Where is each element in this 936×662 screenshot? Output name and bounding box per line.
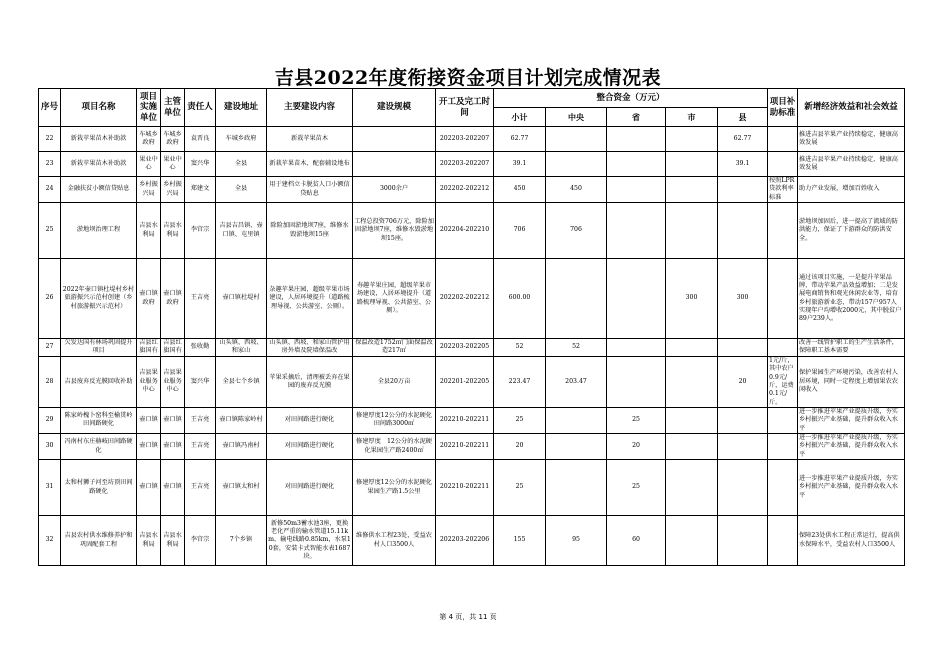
table-row: [39, 407, 905, 433]
cell-benefit: 通过该项目实施，一是提升苹果品牌，带动苹果产品效益增加；二是发展电商销售和观光休闲农业等，培育乡村旅游新业态，带动157户957人实现年户均增收2000元，其中脱贫户89户239人。: [798, 259, 905, 339]
table-row: [39, 127, 905, 152]
cell-time: 202203-202207: [436, 152, 494, 177]
cell-content: 对田间路进行硬化: [267, 460, 353, 516]
header-central: 中央: [546, 108, 607, 127]
cell-central: 203.47: [546, 356, 607, 407]
cell-site: 7个乡镇: [216, 516, 267, 566]
cell-scale: 3000余户: [353, 177, 436, 203]
cell-county: [718, 460, 768, 516]
cell-benefit: 淤地坝加固后，进一提高了流域的防洪能力，保证了下游群众的防洪安全。: [798, 203, 905, 259]
cell-content: 对田间路进行硬化: [267, 407, 353, 433]
cell-subsidy: 按照LPR贷款利率标准: [768, 177, 798, 203]
header-funds: 整合资金（万元）: [494, 89, 768, 108]
page-title: 吉县2022年度衔接资金项目计划完成情况表: [274, 67, 662, 89]
cell-scale: [353, 127, 436, 152]
cell-city: [666, 152, 718, 177]
cell-city: [666, 177, 718, 203]
cell-prov: [607, 152, 666, 177]
table-row: [39, 152, 905, 177]
cell-benefit: 助力产业发展，增加百姓收入: [798, 177, 905, 203]
cell-impl: 壶口镇: [137, 460, 161, 516]
header-name: 项目名称: [61, 89, 137, 127]
cell-city: [666, 203, 718, 259]
cell-sum: 223.47: [494, 356, 546, 407]
cell-site: 吉县吉昌镇、壶口镇、屯里镇: [216, 203, 267, 259]
cell-benefit: 推进吉县苹果产业持续稳定、健康高效发展: [798, 152, 905, 177]
cell-seq: 29: [39, 407, 61, 433]
cell-city: 300: [666, 259, 718, 339]
cell-county: 62.77: [718, 127, 768, 152]
cell-impl: 吉县水利局: [137, 516, 161, 566]
cell-city: [666, 407, 718, 433]
header-site: 建设地址: [216, 89, 267, 127]
cell-subsidy: [768, 516, 798, 566]
cell-prov: 25: [607, 407, 666, 433]
cell-mgr: 吉县红旗国有: [161, 339, 185, 357]
cell-site: 全县: [216, 177, 267, 203]
cell-mgr: 壶口镇: [161, 460, 185, 516]
cell-content: 山头镇、西坡、和家山管护用房外墙及院墙保温改: [267, 339, 353, 357]
cell-resp: 窦兴华: [185, 152, 216, 177]
cell-mgr: 吉县果业服务中心: [161, 356, 185, 407]
cell-mgr: 壶口镇: [161, 434, 185, 460]
cell-county: 20: [718, 356, 768, 407]
cell-seq: 30: [39, 434, 61, 460]
cell-sum: 600.00: [494, 259, 546, 339]
cell-name: 冯南村东庄赫岐田间路硬化: [61, 434, 137, 460]
cell-content: 新栽苹果苗木、配套辅设地布: [267, 152, 353, 177]
cell-impl: 吉县水利局: [137, 203, 161, 259]
cell-county: [718, 516, 768, 566]
cell-name: 吉县废弃反光膜回收补助: [61, 356, 137, 407]
cell-site: 全县七个乡镇: [216, 356, 267, 407]
cell-county: [718, 203, 768, 259]
cell-city: [666, 516, 718, 566]
cell-mgr: 壶口镇: [161, 407, 185, 433]
cell-subsidy: [768, 259, 798, 339]
cell-impl: 吉县果业服务中心: [137, 356, 161, 407]
cell-site: 壶口镇太和村: [216, 460, 267, 516]
cell-mgr: 乡村振兴局: [161, 177, 185, 203]
cell-content: 用于建档立卡脱贫人口小额信贷贴息: [267, 177, 353, 203]
cell-subsidy: [768, 203, 798, 259]
cell-city: [666, 127, 718, 152]
cell-subsidy: [768, 434, 798, 460]
cell-name: 陈家岭槐卜窑科至榆贯岭田间路硬化: [61, 407, 137, 433]
cell-impl: 吉县红旗国有: [137, 339, 161, 357]
cell-prov: [607, 259, 666, 339]
cell-impl: 壶口镇: [137, 407, 161, 433]
cell-subsidy: 1元/斤，其中农户0.9元/斤，运费0.1元/斤。: [768, 356, 798, 407]
cell-site: 壶口镇杜堤村: [216, 259, 267, 339]
cell-central: [546, 407, 607, 433]
table-row: [39, 356, 905, 407]
table-row: [39, 259, 905, 339]
cell-scale: 修建厚度 12公分的水泥硬化果园生产路2400㎡: [353, 434, 436, 460]
cell-sum: 450: [494, 177, 546, 203]
cell-city: [666, 339, 718, 357]
cell-time: 202202-202212: [436, 177, 494, 203]
cell-county: [718, 177, 768, 203]
cell-scale: 修建厚度12公分的水泥硬化果园生产路1.5公里: [353, 460, 436, 516]
cell-county: 300: [718, 259, 768, 339]
cell-impl: 车城乡政府: [137, 127, 161, 152]
cell-prov: 20: [607, 434, 666, 460]
cell-subsidy: [768, 407, 798, 433]
cell-sum: 706: [494, 203, 546, 259]
cell-content: 杂趣苹果庄园，超级苹果市场建设，人居环境提升（道路梳理导视、公共游室、公厕）。: [267, 259, 353, 339]
header-mgr: 主管单位: [161, 89, 185, 127]
cell-site: 车城乡政府: [216, 127, 267, 152]
cell-city: [666, 434, 718, 460]
cell-time: 202203-202207: [436, 127, 494, 152]
cell-mgr: 果业中心: [161, 152, 185, 177]
cell-prov: [607, 356, 666, 407]
cell-central: [546, 434, 607, 460]
cell-name: 2022年壶口镇杜堤村乡村旅游振兴示范村创建（乡村旅游振兴示范村）: [61, 259, 137, 339]
header-scale: 建设规模: [353, 89, 436, 127]
cell-subsidy: [768, 152, 798, 177]
cell-scale: 维修供水工程23处，受益农村人口3500人: [353, 516, 436, 566]
cell-impl: 果业中心: [137, 152, 161, 177]
cell-mgr: 吉县水利局: [161, 203, 185, 259]
cell-benefit: 推进吉县苹果产业持续稳定、健康高效发展: [798, 127, 905, 152]
cell-benefit: 保护果园生产环境污染，改善农村人居环境，同时一定程度上增加果农农闲收入: [798, 356, 905, 407]
cell-time: 202204-202210: [436, 203, 494, 259]
cell-mgr: 车城乡政府: [161, 127, 185, 152]
cell-seq: 28: [39, 356, 61, 407]
cell-resp: 王吉亮: [185, 460, 216, 516]
header-county: 县: [718, 108, 768, 127]
cell-prov: 60: [607, 516, 666, 566]
header-city: 市: [666, 108, 718, 127]
cell-scale: 寿趣苹果庄园，超级苹果市场建设，人居环境提升（道路梳理导视、公共游室、公厕）。: [353, 259, 436, 339]
table-row: [39, 339, 905, 357]
cell-subsidy: [768, 339, 798, 357]
cell-seq: 25: [39, 203, 61, 259]
cell-time: 202210-202211: [436, 407, 494, 433]
cell-benefit: 保障23处供水工程正常运行，提高供水保障水平，受益农村人口3500人: [798, 516, 905, 566]
cell-central: 450: [546, 177, 607, 203]
cell-name: 淤地坝治理工程: [61, 203, 137, 259]
cell-county: [718, 434, 768, 460]
cell-impl: 壶口镇政府: [137, 259, 161, 339]
cell-resp: 王吉亮: [185, 259, 216, 339]
cell-central: [546, 259, 607, 339]
cell-name: 欠发达国有林场巩固提升项目: [61, 339, 137, 357]
cell-county: [718, 339, 768, 357]
cell-prov: [607, 339, 666, 357]
header-seq: 序号: [39, 89, 61, 127]
cell-time: 202210-202211: [436, 460, 494, 516]
project-table: [38, 88, 905, 566]
cell-time: 202203-202206: [436, 516, 494, 566]
cell-seq: 27: [39, 339, 61, 357]
cell-scale: 修建厚度12公分的水泥硬化田间路3000㎡: [353, 407, 436, 433]
cell-name: 吉县农村供水维修养护和巩固配套工程: [61, 516, 137, 566]
cell-content: 对田间路进行硬化: [267, 434, 353, 460]
cell-scale: 保温改造1752㎡门面保温改造217㎡: [353, 339, 436, 357]
cell-seq: 24: [39, 177, 61, 203]
cell-resp: 郑建文: [185, 177, 216, 203]
cell-content: 除险加固淤地坝7座，维修水毁淤地坝15座: [267, 203, 353, 259]
cell-central: [546, 127, 607, 152]
cell-content: 新修50m3蓄水池3座，更换老化严重的输水管道15.11km，输电线路0.85km，水泵10套，安装卡式智能水表1687块。: [267, 516, 353, 566]
cell-impl: 壶口镇: [137, 434, 161, 460]
cell-name: 金融扶贫小额信贷贴息: [61, 177, 137, 203]
cell-prov: [607, 127, 666, 152]
cell-prov: [607, 203, 666, 259]
cell-mgr: 壶口镇政府: [161, 259, 185, 339]
cell-resp: 窦兴华: [185, 356, 216, 407]
cell-county: [718, 407, 768, 433]
cell-benefit: 进一步推进苹果产业提质升级，夯实乡村振兴产业基础，提升群众收入水平: [798, 434, 905, 460]
header-impl: 项目实施单位: [137, 89, 161, 127]
table-row: [39, 434, 905, 460]
cell-central: 52: [546, 339, 607, 357]
header-resp: 责任人: [185, 89, 216, 127]
cell-resp: 李宫宗: [185, 203, 216, 259]
cell-central: [546, 152, 607, 177]
header-prov: 省: [607, 108, 666, 127]
cell-scale: 全县20万亩: [353, 356, 436, 407]
cell-city: [666, 460, 718, 516]
cell-county: 39.1: [718, 152, 768, 177]
cell-scale: 工程总投资706万元，除险加固淤地坝7座，维修水毁淤地坝15座。: [353, 203, 436, 259]
cell-resp: 李宫宗: [185, 516, 216, 566]
cell-resp: 王吉亮: [185, 434, 216, 460]
cell-name: 新栽苹果苗木补助款: [61, 127, 137, 152]
cell-site: 山头镇、西坡、和家山: [216, 339, 267, 357]
header-subsidy: 项目补助标准: [768, 89, 798, 127]
header-benefit: 新增经济效益和社会效益: [798, 89, 905, 127]
cell-content: 新栽苹果苗木: [267, 127, 353, 152]
header-sum: 小计: [494, 108, 546, 127]
header-time: 开工及完工时间: [436, 89, 494, 127]
table-row: [39, 516, 905, 566]
cell-benefit: 进一步推进苹果产业提质升级，夯实乡村振兴产业基础，提升群众收入水平: [798, 407, 905, 433]
cell-scale: [353, 152, 436, 177]
cell-resp: 张收勤: [185, 339, 216, 357]
cell-city: [666, 356, 718, 407]
cell-time: 202202-202212: [436, 259, 494, 339]
cell-central: [546, 460, 607, 516]
cell-subsidy: [768, 460, 798, 516]
cell-time: 202210-202211: [436, 434, 494, 460]
cell-seq: 26: [39, 259, 61, 339]
cell-benefit: 进一步推进苹果产业提质升级，夯实乡村振兴产业基础，提升群众收入水平: [798, 460, 905, 516]
cell-resp: 王吉亮: [185, 407, 216, 433]
cell-impl: 乡村振兴局: [137, 177, 161, 203]
cell-sum: 20: [494, 434, 546, 460]
cell-time: 202201-202205: [436, 356, 494, 407]
cell-sum: 39.1: [494, 152, 546, 177]
page-footer: 第 4 页，共 11 页: [439, 613, 497, 621]
cell-seq: 23: [39, 152, 61, 177]
header-content: 主要建设内容: [267, 89, 353, 127]
cell-sum: 25: [494, 460, 546, 516]
cell-prov: 25: [607, 460, 666, 516]
table-row: [39, 460, 905, 516]
cell-benefit: 改善一线管护职工的生产生活条件，保障职工基本需要: [798, 339, 905, 357]
cell-central: 706: [546, 203, 607, 259]
cell-site: 壶口镇陈家岭村: [216, 407, 267, 433]
cell-site: 壶口镇冯南村: [216, 434, 267, 460]
table-row: [39, 203, 905, 259]
cell-resp: 袁晋良: [185, 127, 216, 152]
cell-prov: [607, 177, 666, 203]
cell-subsidy: [768, 127, 798, 152]
cell-seq: 32: [39, 516, 61, 566]
cell-site: 全县: [216, 152, 267, 177]
cell-time: 202203-202205: [436, 339, 494, 357]
cell-sum: 25: [494, 407, 546, 433]
cell-seq: 22: [39, 127, 61, 152]
cell-sum: 155: [494, 516, 546, 566]
cell-content: 苹果采摘后，清理被丢弃在果园的废弃反光膜: [267, 356, 353, 407]
cell-central: 95: [546, 516, 607, 566]
cell-sum: 62.77: [494, 127, 546, 152]
table-row: [39, 177, 905, 203]
cell-mgr: 吉县水利局: [161, 516, 185, 566]
cell-seq: 31: [39, 460, 61, 516]
cell-name: 太和村狮子河至坊顶田间路硬化: [61, 460, 137, 516]
cell-sum: 52: [494, 339, 546, 357]
cell-name: 新栽苹果苗木补助款: [61, 152, 137, 177]
